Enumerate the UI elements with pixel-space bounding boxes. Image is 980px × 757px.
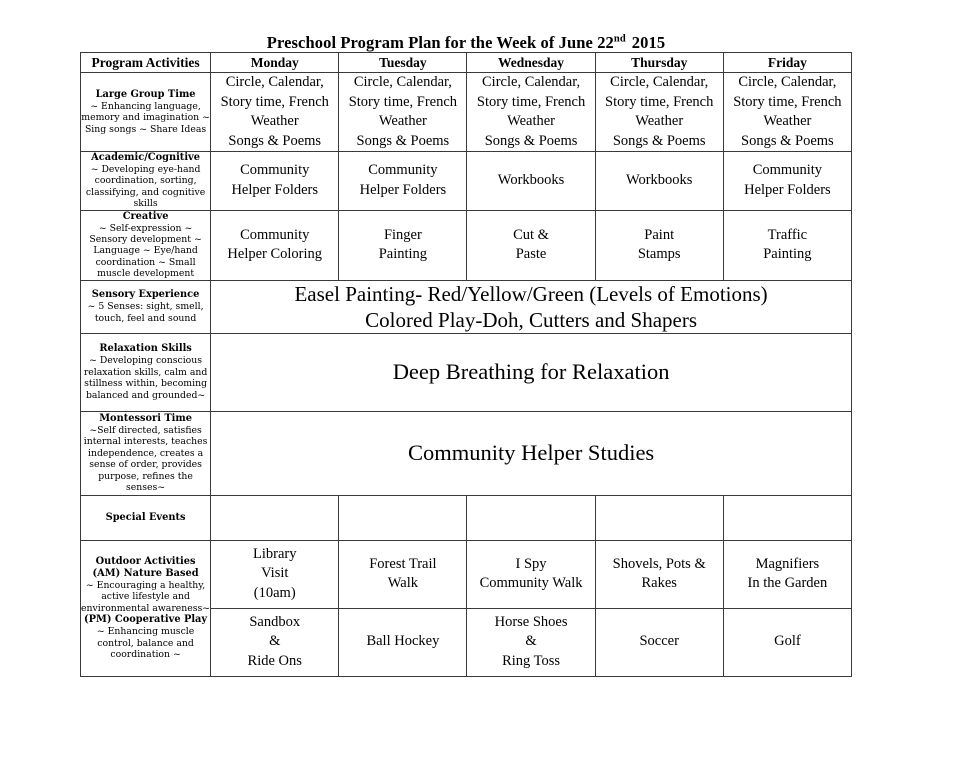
activity-description: ~ Developing eye-hand coordination, sorting, classifying, and cognitive skills bbox=[85, 164, 206, 210]
cell-special-events-tuesday[interactable] bbox=[339, 495, 467, 540]
cell-academic-friday bbox=[723, 152, 851, 211]
cell-outdoor-am-wednesday bbox=[467, 540, 595, 608]
cell-creative-tuesday bbox=[339, 210, 467, 280]
cell-line: Magnifiers bbox=[755, 555, 820, 572]
cell-line: Story time, French bbox=[605, 93, 714, 110]
table-row-special-events bbox=[81, 495, 852, 540]
cell-outdoor-pm-thursday bbox=[595, 608, 723, 676]
cell-line: Weather bbox=[763, 113, 812, 129]
column-header-tuesday: Tuesday bbox=[339, 53, 467, 73]
cell-line: Story time, French bbox=[348, 93, 458, 110]
activity-description-am: ~ Encouraging a healthy, active lifestyle and environmental awareness~ bbox=[81, 579, 211, 614]
cell-academic-tuesday bbox=[339, 152, 467, 211]
cell-line: Circle, Calendar, bbox=[610, 74, 709, 90]
cell-montessori-all-week bbox=[211, 411, 852, 495]
cell-line: Circle, Calendar, bbox=[353, 74, 452, 90]
cell-outdoor-am-friday bbox=[723, 540, 851, 608]
table-body bbox=[81, 73, 852, 677]
activity-label-outdoor-activities bbox=[81, 540, 211, 676]
cell-outdoor-am-thursday bbox=[595, 540, 723, 608]
cell-line: Helper Folders bbox=[359, 181, 447, 198]
activity-label-sensory-experience bbox=[81, 280, 211, 333]
cell-special-events-wednesday[interactable] bbox=[467, 495, 595, 540]
column-header-thursday: Thursday bbox=[595, 53, 723, 73]
cell-line: Helper Folders bbox=[744, 181, 831, 198]
cell-outdoor-pm-wednesday bbox=[467, 608, 595, 676]
activity-description: ~ Self-expression ~ Sensory development ~ Language ~ Eye/hand coordination ~ Small muscle development bbox=[89, 222, 202, 280]
page-title-main: Preschool Program Plan for the Week of June 22 bbox=[266, 33, 614, 52]
cell-outdoor-am-monday bbox=[211, 540, 339, 608]
table-row-academic-cognitive bbox=[81, 152, 852, 211]
table-row-creative bbox=[81, 210, 852, 280]
cell-academic-thursday bbox=[595, 152, 723, 211]
cell-line: Shovels, Pots & bbox=[612, 555, 706, 572]
cell-line: Workbooks bbox=[497, 172, 565, 189]
page-title-ordinal-suffix: nd bbox=[613, 33, 626, 45]
activity-title: Sensory Experience bbox=[91, 289, 200, 301]
cell-line: Songs & Poems bbox=[612, 132, 706, 149]
cell-sensory-experience-all-week bbox=[211, 280, 852, 333]
table-row-sensory-experience bbox=[81, 280, 852, 333]
cell-line: & bbox=[269, 633, 281, 650]
cell-line: Story time, French bbox=[476, 93, 586, 110]
activity-description: ~ 5 Senses: sight, smell, touch, feel and sound bbox=[87, 301, 204, 324]
table-row-outdoor-am bbox=[81, 540, 852, 608]
activity-label-montessori-time bbox=[81, 411, 211, 495]
cell-line: Weather bbox=[250, 113, 299, 129]
activity-label-academic-cognitive bbox=[81, 152, 211, 211]
cell-line: Community bbox=[368, 162, 438, 179]
cell-outdoor-pm-monday bbox=[211, 608, 339, 676]
activity-label-special-events bbox=[81, 495, 211, 540]
activity-title: Large Group Time bbox=[95, 88, 196, 100]
band-line: Community Helper Studies bbox=[407, 440, 655, 466]
cell-line: Songs & Poems bbox=[228, 132, 322, 149]
cell-line: Weather bbox=[378, 113, 427, 129]
cell-creative-monday bbox=[211, 210, 339, 280]
cell-special-events-monday[interactable] bbox=[211, 495, 339, 540]
activity-title: Montessori Time bbox=[99, 412, 192, 424]
activity-description: ~ Enhancing language, memory and imagination ~ Sing songs ~ Share Ideas bbox=[81, 100, 210, 135]
cell-line: & bbox=[525, 633, 537, 650]
activity-label-large-group-time bbox=[81, 73, 211, 152]
cell-line: Community bbox=[752, 162, 823, 179]
cell-line: Circle, Calendar, bbox=[225, 74, 324, 90]
cell-large-group-thursday bbox=[595, 73, 723, 152]
cell-creative-thursday bbox=[595, 210, 723, 280]
page-title bbox=[80, 33, 852, 52]
cell-line: Helper Folders bbox=[231, 181, 319, 198]
cell-line: Library bbox=[252, 545, 297, 562]
activity-label-creative bbox=[81, 210, 211, 280]
cell-special-events-friday[interactable] bbox=[723, 495, 851, 540]
cell-line: Community Walk bbox=[479, 575, 583, 592]
cell-academic-wednesday bbox=[467, 152, 595, 211]
cell-special-events-thursday[interactable] bbox=[595, 495, 723, 540]
cell-outdoor-pm-friday bbox=[723, 608, 851, 676]
cell-line: Finger bbox=[383, 226, 422, 243]
cell-line: Traffic bbox=[767, 226, 808, 243]
cell-line: Painting bbox=[378, 246, 428, 263]
cell-large-group-wednesday bbox=[467, 73, 595, 152]
cell-relaxation-all-week bbox=[211, 333, 852, 411]
cell-line: Weather bbox=[635, 113, 684, 129]
cell-creative-wednesday bbox=[467, 210, 595, 280]
cell-line: Songs & Poems bbox=[741, 132, 834, 149]
activity-title-am: Outdoor Activities (AM) Nature Based bbox=[92, 555, 199, 579]
column-header-friday: Friday bbox=[723, 53, 851, 73]
band-line: Colored Play-Doh, Cutters and Shapers bbox=[365, 307, 698, 332]
cell-outdoor-pm-tuesday bbox=[339, 608, 467, 676]
cell-line: Workbooks bbox=[625, 172, 693, 189]
cell-line: Helper Coloring bbox=[227, 246, 323, 263]
column-header-monday: Monday bbox=[211, 53, 339, 73]
cell-line: Horse Shoes bbox=[494, 613, 568, 630]
band-line: Deep Breathing for Relaxation bbox=[392, 359, 670, 385]
table-row-relaxation-skills bbox=[81, 333, 852, 411]
cell-line: Painting bbox=[763, 246, 812, 263]
cell-line: Circle, Calendar, bbox=[738, 74, 837, 90]
cell-line: Community bbox=[240, 226, 310, 243]
cell-line: (10am) bbox=[253, 584, 296, 601]
cell-creative-friday bbox=[723, 210, 851, 280]
cell-line: Weather bbox=[507, 113, 556, 129]
cell-line: Paint bbox=[644, 226, 675, 243]
cell-line: Cut & bbox=[513, 226, 549, 243]
activity-description: ~Self directed, satisfies internal interests, teaches independence, creates a sense of order, provides purpose, refines the senses~ bbox=[83, 424, 208, 493]
cell-line: Community bbox=[240, 162, 310, 179]
cell-line: Ring Toss bbox=[502, 652, 561, 669]
cell-large-group-tuesday bbox=[339, 73, 467, 152]
page-title-year: 2015 bbox=[631, 33, 666, 52]
cell-line: Songs & Poems bbox=[356, 132, 450, 149]
activity-description-pm: ~ Enhancing muscle control, balance and coordination ~ bbox=[96, 626, 195, 660]
activity-label-relaxation-skills bbox=[81, 333, 211, 411]
activity-title-pm: (PM) Cooperative Play bbox=[84, 614, 208, 626]
cell-line: Stamps bbox=[637, 246, 681, 263]
cell-line: Songs & Poems bbox=[484, 132, 578, 149]
cell-line: Walk bbox=[387, 575, 419, 592]
cell-line: Ride Ons bbox=[247, 652, 302, 669]
cell-line: Rakes bbox=[641, 575, 677, 592]
activity-title: Creative bbox=[122, 210, 169, 222]
cell-line: Story time, French bbox=[220, 93, 329, 110]
activity-description: ~ Developing conscious relaxation skills, calm and stillness within, becoming balanced and grounded~ bbox=[83, 355, 208, 401]
band-line: Easel Painting- Red/Yellow/Green (Levels of Emotions) bbox=[294, 281, 768, 306]
cell-line: I Spy bbox=[515, 555, 547, 572]
activity-title: Relaxation Skills bbox=[99, 343, 192, 355]
activity-title: Academic/Cognitive bbox=[91, 152, 200, 163]
weekly-program-table bbox=[80, 52, 852, 677]
activity-title: Special Events bbox=[105, 511, 186, 523]
cell-line: Sandbox bbox=[249, 613, 301, 630]
cell-academic-monday bbox=[211, 152, 339, 211]
cell-line: Ball Hockey bbox=[366, 633, 440, 650]
cell-line: Golf bbox=[774, 633, 801, 650]
column-header-program-activities: Program Activities bbox=[81, 53, 211, 73]
cell-large-group-monday bbox=[211, 73, 339, 152]
cell-line: Circle, Calendar, bbox=[482, 74, 581, 90]
table-header-row bbox=[81, 53, 852, 73]
cell-large-group-friday bbox=[723, 73, 851, 152]
column-header-wednesday: Wednesday bbox=[467, 53, 595, 73]
cell-line: Forest Trail bbox=[369, 555, 437, 572]
cell-outdoor-am-tuesday bbox=[339, 540, 467, 608]
cell-line: Paste bbox=[515, 246, 547, 263]
cell-line: Visit bbox=[261, 565, 289, 582]
cell-line: Soccer bbox=[639, 633, 679, 650]
table-row-montessori-time bbox=[81, 411, 852, 495]
cell-line: Story time, French bbox=[733, 93, 842, 110]
cell-line: In the Garden bbox=[747, 575, 828, 592]
table-row-large-group-time bbox=[81, 73, 852, 152]
